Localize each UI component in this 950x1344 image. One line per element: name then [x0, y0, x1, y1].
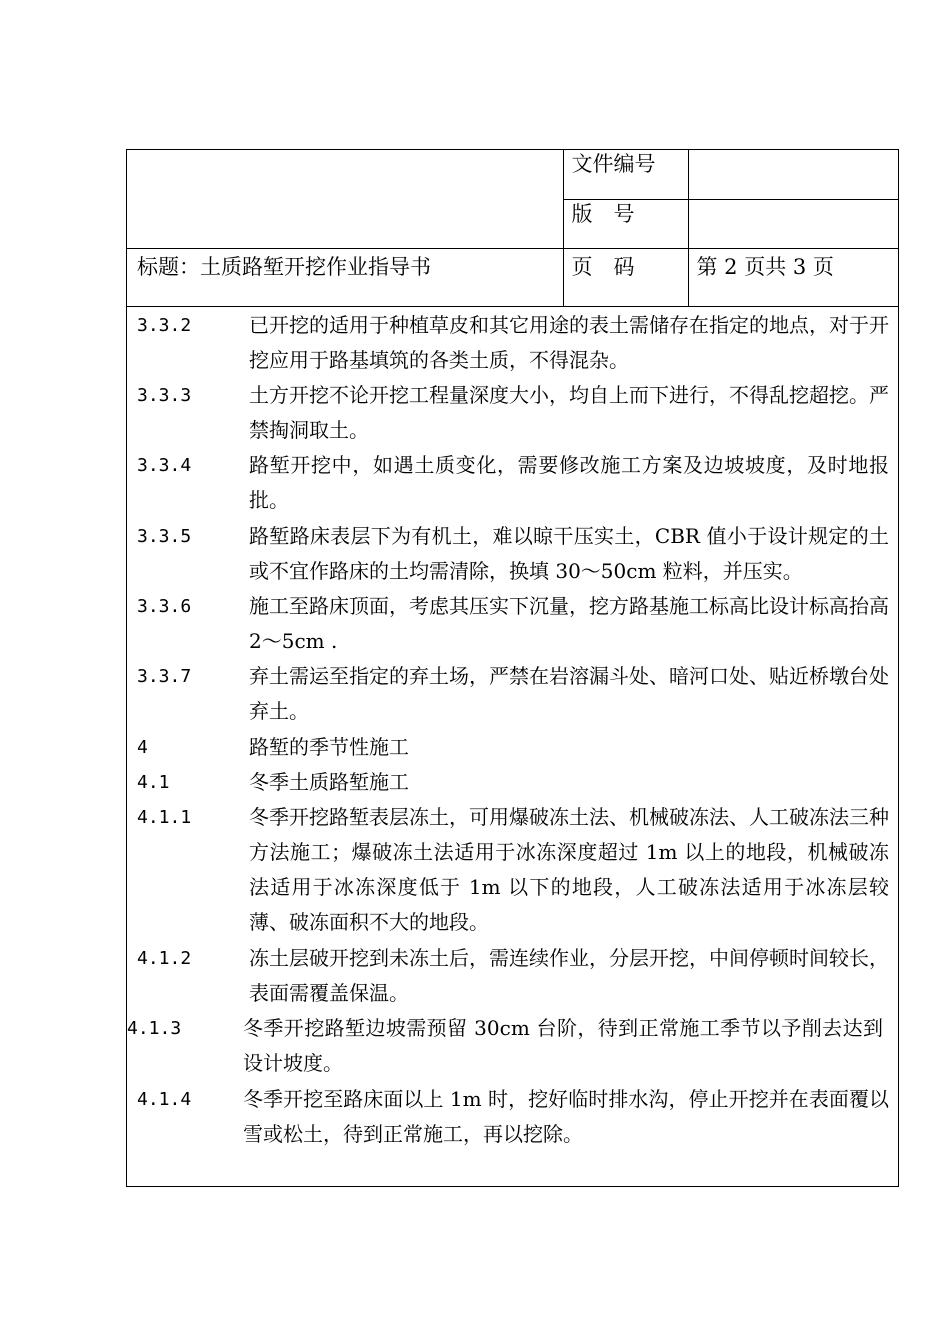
version-label: 版 号: [563, 199, 688, 248]
clause-text: 土方开挖不论开挖工程量深度大小，均自上而下进行，不得乱挖超挖。严禁掏洞取土。: [249, 383, 889, 442]
clause-number: 3.3.7: [137, 666, 192, 687]
clause-number: 4.1.3: [127, 1018, 182, 1039]
header-blank-cell: [127, 150, 563, 248]
clause-text: 已开挖的适用于种植草皮和其它用途的表土需储存在指定的地点，对于开挖应用于路基填筑的各类土质，不得混杂。: [249, 313, 889, 372]
document-frame: [126, 149, 899, 1187]
clause-text: 施工至路床顶面，考虑其压实下沉量，挖方路基施工标高比设计标高抬高 2～5cm .: [249, 594, 889, 653]
clause-text: 弃土需运至指定的弃土场，严禁在岩溶漏斗处、暗河口处、贴近桥墩台处弃土。: [249, 664, 889, 723]
clause-text: 冻土层破开挖到未冻土后，需连续作业，分层开挖，中间停顿时间较长，表面需覆盖保温。: [249, 946, 889, 1005]
document-header-table: [127, 150, 898, 307]
section-title: 冬季土质路堑施工: [249, 770, 409, 794]
document-title: 标题：土质路堑开挖作业指导书: [127, 248, 563, 306]
clause-text: 冬季开挖路堑表层冻土，可用爆破冻土法、机械破冻法、人工破冻法三种方法施工；爆破冻土法适用于冰冻深度超过 1m 以上的地段，机械破冻法适用于冰冻深度低于 1m 以下的地段，人工破冻法适用于冰冻层较薄、破冻面积不大的地段。: [249, 805, 889, 934]
clause-number: 3.3.3: [137, 385, 192, 406]
page-number-value: 第 2 页共 3 页: [688, 248, 898, 306]
file-number-value: [688, 150, 898, 199]
clause-text: 路堑路床表层下为有机土，难以晾干压实土，CBR 值小于设计规定的土或不宜作路床的土均需清除，换填 30～50cm 粒料，并压实。: [249, 524, 889, 583]
clause-number: 3.3.5: [137, 526, 192, 547]
page-label: 页 码: [563, 248, 688, 306]
clause-number: 3.3.2: [137, 315, 192, 336]
section-number: 4: [137, 737, 148, 758]
clause-number: 4.1.1: [137, 807, 192, 828]
clause-number: 4.1.2: [137, 948, 192, 969]
clause-text: 冬季开挖至路床面以上 1m 时，挖好临时排水沟，停止开挖并在表面覆以雪或松土，待到正常施工，再以挖除。: [243, 1087, 889, 1146]
clause-number: 3.3.6: [137, 596, 192, 617]
version-value: [688, 199, 898, 248]
section-title: 路堑的季节性施工: [249, 735, 409, 759]
file-number-label: 文件编号: [563, 150, 688, 199]
clause-text: 冬季开挖路堑边坡需预留 30cm 台阶，待到正常施工季节以予削去达到设计坡度。: [243, 1016, 883, 1075]
clause-number: 4.1.4: [137, 1089, 192, 1110]
clause-number: 3.3.4: [137, 455, 192, 476]
section-number: 4.1: [137, 772, 170, 793]
clause-text: 路堑开挖中，如遇土质变化，需要修改施工方案及边坡坡度，及时地报批。: [249, 453, 889, 512]
